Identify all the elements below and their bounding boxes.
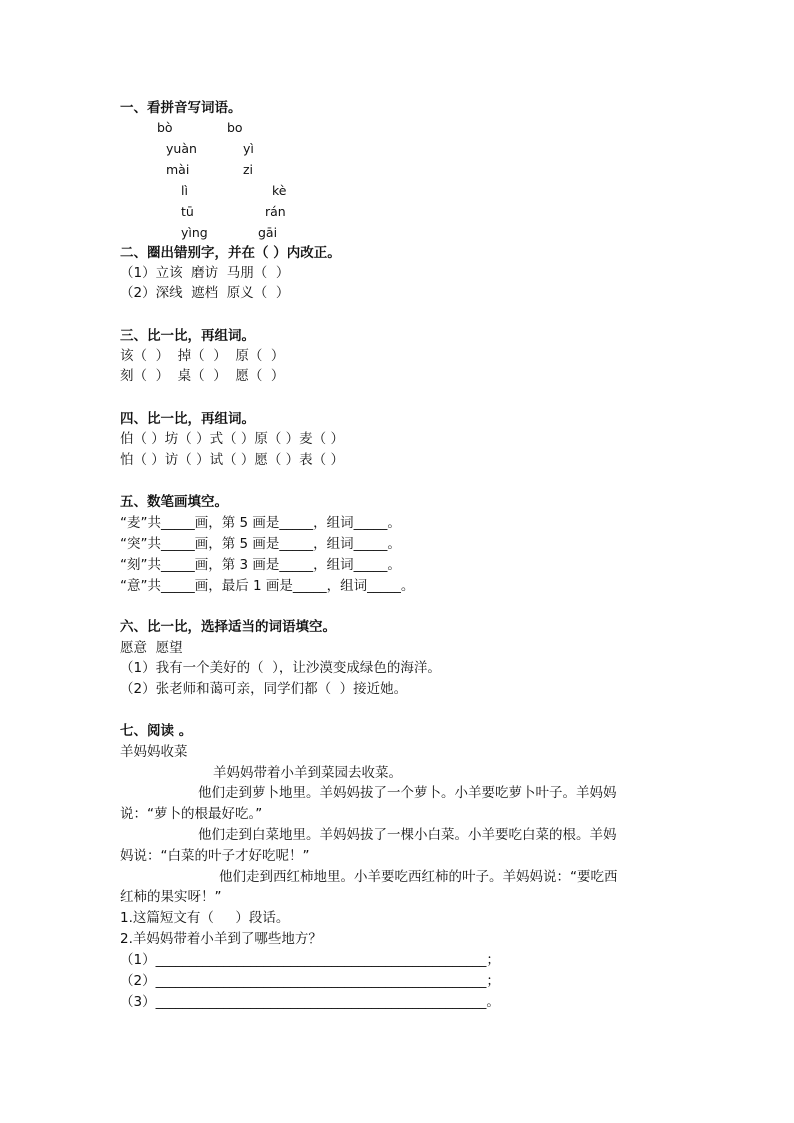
pinyin-3a: mài: [166, 162, 190, 177]
story-line: 他们走到萝卜地里。羊妈妈拔了一个萝卜。小羊要吃萝卜叶子。羊妈妈: [198, 785, 617, 801]
section-3-row: 刻（ ） 桌（ ） 愿（ ）: [120, 368, 285, 384]
story-line: 他们走到白菜地里。羊妈妈拔了一棵小白菜。小羊要吃白菜的根。羊妈: [198, 827, 617, 843]
section-5-heading: 五、数笔画填空。: [120, 494, 228, 510]
pinyin-5b: rán: [265, 204, 286, 219]
section-2-item: （2）深线 遮档 原义（ ）: [120, 285, 290, 301]
pinyin-3b: zi: [243, 162, 254, 177]
section-3-row: 该（ ） 掉（ ） 原（ ）: [120, 348, 285, 364]
section-5-row: “麦”共_____画，第 5 画是_____，组词_____。: [120, 515, 401, 531]
pinyin-1b: bo: [227, 120, 243, 135]
story-title: 羊妈妈收菜: [120, 744, 188, 760]
section-7-heading: 七、阅读 。: [120, 723, 193, 739]
section-6-heading: 六、比一比，选择适当的词语填空。: [120, 619, 336, 635]
section-5-row: “刻”共_____画，第 3 画是_____，组词_____。: [120, 557, 401, 573]
section-2-heading: 二、圈出错别字，并在（ ）内改正。: [120, 245, 341, 261]
section-4-row: 怕（ ）访（ ）试（ ）愿（ ）表（ ）: [120, 452, 344, 468]
section-3-heading: 三、比一比，再组词。: [120, 328, 255, 344]
pinyin-2a: yuàn: [166, 141, 197, 156]
section-6-item: （1）我有一个美好的（ ），让沙漠变成绿色的海洋。: [120, 660, 441, 676]
pinyin-4b: kè: [272, 183, 287, 198]
story-line: 红柿的果实呀！”: [120, 889, 222, 905]
answer-line[interactable]: （3）_________________________________________________。: [120, 994, 500, 1010]
pinyin-2b: yì: [243, 141, 254, 156]
pinyin-4a: lì: [181, 183, 188, 198]
section-5-row: “意”共_____画，最后 1 画是_____，组词_____。: [120, 578, 415, 594]
story-line: 羊妈妈带着小羊到菜园去收菜。: [213, 765, 402, 781]
question-1: 1.这篇短文有（ ）段话。: [120, 910, 290, 926]
section-2-item: （1）立该 磨访 马朋（ ）: [120, 265, 290, 281]
story-line: 他们走到西红柿地里。小羊要吃西红柿的叶子。羊妈妈说：“要吃西: [219, 869, 618, 885]
story-line: 说：“萝卜的根最好吃。”: [120, 806, 263, 822]
section-1-heading: 一、看拼音写词语。: [120, 100, 242, 116]
story-line: 妈说：“白菜的叶子才好吃呢！”: [120, 848, 310, 864]
section-6-item: （2）张老师和蔼可亲，同学们都（ ）接近她。: [120, 681, 408, 697]
pinyin-5a: tū: [181, 204, 194, 219]
question-2: 2.羊妈妈带着小羊到了哪些地方？: [120, 931, 322, 947]
pinyin-6a: yìng: [181, 225, 208, 240]
section-6-word-bank: 愿意 愿望: [120, 640, 183, 656]
pinyin-1a: bò: [157, 120, 173, 135]
section-4-heading: 四、比一比，再组词。: [120, 411, 255, 427]
answer-line[interactable]: （1）_________________________________________________；: [120, 952, 500, 968]
section-5-row: “突”共_____画，第 5 画是_____，组词_____。: [120, 536, 401, 552]
pinyin-6b: gāi: [258, 225, 278, 240]
section-4-row: 伯（ ）坊（ ）式（ ）原（ ）麦（ ）: [120, 431, 344, 447]
answer-line[interactable]: （2）_________________________________________________；: [120, 973, 500, 989]
